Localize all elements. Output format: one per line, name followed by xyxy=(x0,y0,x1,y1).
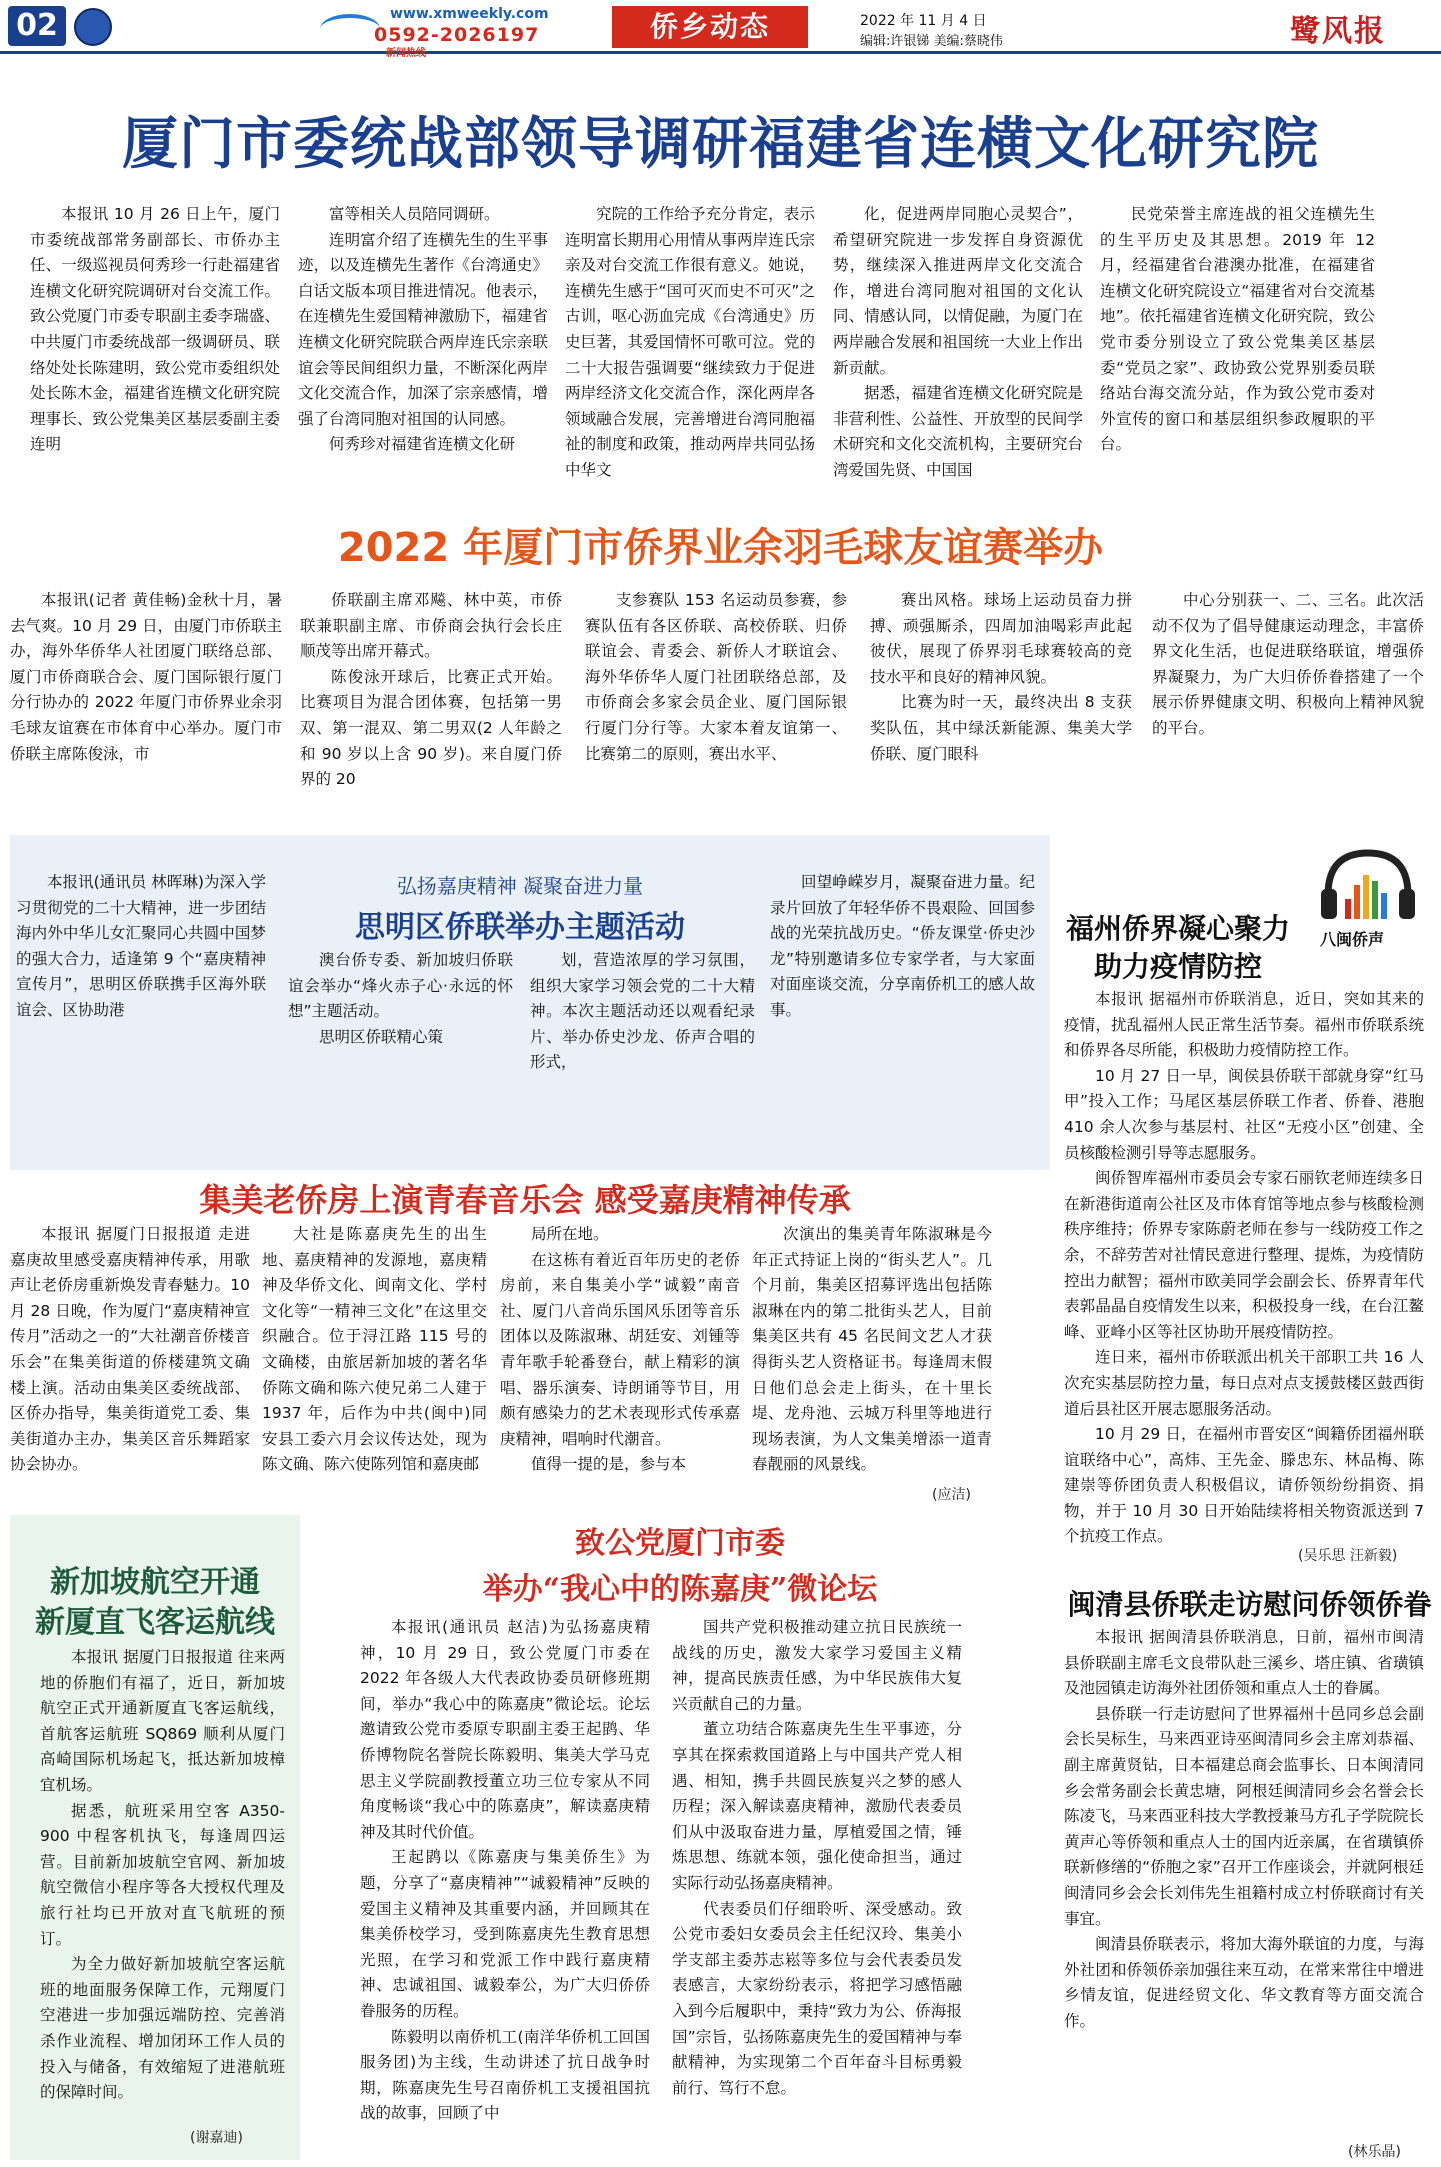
article2-headline: 2022 年厦门市侨界业余羽毛球友谊赛举办 xyxy=(337,525,1104,571)
hotline-label: 新闻热线 xyxy=(386,48,426,59)
article4-headline: 集美老侨房上演青春音乐会 感受嘉庚精神传承 xyxy=(199,1181,851,1219)
article2-col1: 本报讯(记者 黄佳畅)金秋十月，暑去气爽。10 月 29 日，由厦门市侨联主办，海外华侨华人社团厦门联络总部、厦门市侨商联合会、厦门国际银行厦门分行协办的 2022 年厦门市侨界业余羽毛球友谊赛在市体育中心举办。厦门市侨联主席陈俊泳，市 xyxy=(10,591,282,763)
page-number: 02 xyxy=(8,6,66,46)
article5-title1: 新加坡航空开通 xyxy=(50,1565,260,1600)
article4-byline: (应洁) xyxy=(932,1487,971,1503)
article6-col1: 本报讯(通讯员 赵洁)为弘扬嘉庚精神，10 月 29 日，致公党厦门市委在 2022 年各级人大代表政协委员研修班期间，举办“我心中的陈嘉庚”微论坛。论坛邀请致公党市委原专职副主委王起鹍、华侨博物院名誉院长陈毅明、集美大学马克思主义学院副教授董立功三位专家从不同角度畅谈“我心中的陈嘉庚”，解读嘉庚精神及其时代价值。 王起鹍以《陈嘉庚与集美侨生》为题，分享了“嘉庚精神”“诚毅精神”反映的爱国主义精神及其重要内涵，并回顾其在集美侨校学习，受到陈嘉庚先生教育思想光照，在学习和党派工作中践行嘉庚精神、忠诚祖国、诚毅奉公，为广大归侨侨眷服务的历程。 陈毅明以南侨机工(南洋华侨机工回国服务团)为主线，生动讲述了抗日战争时期，陈嘉庚先生号召南侨机工支援祖国抗战的故事，回顾了中 xyxy=(360,1618,650,2123)
article1-col5: 民党荣誉主席连战的祖父连横先生的生平历史及其思想。2019 年 12 月，经福建省台港澳办批准，在福建省连横文化研究院设立“福建省对台交流基地”。依托福建省连横文化研究院，致公党市委分别设立了致公党集美区基层委“党员之家”、政协致公党界别委员联络站台海交流分站，作为致公党市委对外宣传的窗口和基层组织参政履职的平台。 xyxy=(1100,205,1375,454)
article2-col4: 赛出风格。球场上运动员奋力拼搏、顽强厮杀，四周加油喝彩声此起彼伏，展现了侨界羽毛球赛较高的竞技水平和良好的精神风貌。 比赛为时一天，最终决出 8 支获奖队伍，其中绿沃新能源、集美大学侨联、厦门眼科 xyxy=(870,591,1132,763)
sidebar-tag: 八闽侨声 xyxy=(1320,930,1385,949)
article6-title2: 举办“我心中的陈嘉庚”微论坛 xyxy=(482,1572,878,1607)
article5-title2: 新厦直飞客运航线 xyxy=(35,1605,275,1640)
article6-title1: 致公党厦门市委 xyxy=(575,1526,785,1561)
sidebar-story1-title2: 助力疫情防控 xyxy=(1093,950,1262,983)
article2-col3: 支参赛队 153 名运动员参赛，参赛队伍有各区侨联、高校侨联、归侨联谊会、青委会、新侨人才联谊会、海外华侨华人厦门社团联络总部，及市侨商会多家会员企业、厦门国际银行厦门分行等。大家本着友谊第一、比赛第二的原则，赛出水平、 xyxy=(585,591,847,763)
sidebar-story2-byline: (林乐晶) xyxy=(1348,2144,1401,2160)
article4-col1: 本报讯 据厦门日报报道 走进嘉庚故里感受嘉庚精神传承，用歌声让老侨房重新焕发青春魅力。10 月 28 日晚，作为厦门“嘉庚精神宣传月”活动之一的“大社潮音侨楼音乐会”在集美街道的侨楼建筑文确楼上演。活动由集美区委统战部、区侨办指导，集美街道党工委、集美街道办主办，集美区音乐舞蹈家协会协办。 xyxy=(10,1225,250,1474)
article4-col4: 次演出的集美青年陈淑琳是今年正式持证上岗的“街头艺人”。几个月前，集美区招募评选出包括陈淑琳在内的第二批街头艺人，目前集美区共有 45 名民间文艺人才获得街头艺人资格证书。每逢周末假日他们总会走上街头，在十里长堤、龙舟池、云城万科里等地进行现场表演，为人文集美增添一道青春靓丽的风景线。 xyxy=(752,1225,992,1474)
article5-byline: (谢嘉迪) xyxy=(190,2130,243,2146)
article3-headline: 思明区侨联举办主题活动 xyxy=(355,910,685,945)
website-banner xyxy=(320,4,570,59)
sidebar-story1-title1: 福州侨界凝心聚力 xyxy=(1065,912,1290,945)
sidebar-story1-text: 本报讯 据福州市侨联消息，近日，突如其来的疫情，扰乱福州人民正常生活节奏。福州市侨联系统和侨界各尽所能，积极助力疫情防控工作。 10 月 27 日一早，闽侯县侨联干部就身穿“红马甲”投入工作；马尾区基层侨联工作者、侨眷、港胞 410 余人次参与基层村、社区“无疫小区”创建、全员核酸检测引导等志愿服务。 闽侨智库福州市委员会专家石丽钦老师连续多日在新港街道南公社区及市体育馆等地点参与核酸检测秩序维持；侨界专家陈蔚老师在参与一线防疫工作之余，不辞劳苦对社情民意进行整理、提炼，为疫情防控出力献智；福州市欧美同学会副会长、侨界青年代表郭晶晶自疫情发生以来，积极投身一线，在台江鳌峰、亚峰小区等社区协助开展疫情防控。 连日来，福州市侨联派出机关干部职工共 16 人次充实基层防控力量，每日点对点支援鼓楼区鼓西街道后县社区开展志愿服务活动。 10 月 29 日，在福州市晋安区“闽籍侨团福州联谊联络中心”，高炜、王先金、滕忠东、林品梅、陈建崇等侨团负责人积极倡议，请侨领纷纷捐资、捐物，并于 10 月 30 日开始陆续将相关物资派送到 7 个抗疫工作点。 xyxy=(1064,990,1424,1546)
article1-col2: 富等相关人员陪同调研。 连明富介绍了连横先生的生平事迹，以及连横先生著作《台湾通史》白话文版本项目推进情况。他表示，在连横先生爱国精神激励下，福建省连横文化研究院联合两岸连氏宗亲联谊会等民间组织力量，不断深化两岸文化交流合作，加深了宗亲感情，增强了台湾同胞对祖国的认同感。 何秀珍对福建省连横文化研 xyxy=(298,205,548,454)
website-url[interactable]: www.xmweekly.com xyxy=(390,6,549,22)
article1-col4: 化，促进两岸同胞心灵契合”，希望研究院进一步发挥自身资源优势，继续深入推进两岸文化交流合作，增进台湾同胞对祖国的文化认同、情感认同，以情促融，为厦门在两岸融合发展和祖国统一大业上作出新贡献。 据悉，福建省连横文化研究院是非营利性、公益性、开放型的民间学术研究和文化交流机构，主要研究台湾爱国先贤、中国国 xyxy=(833,205,1083,479)
article3-col4: 回望峥嵘岁月，凝聚奋进力量。纪录片回放了年轻华侨不畏艰险、回国参战的光荣抗战历史。“侨友课堂·侨史沙龙”特别邀请多位专家学者，与大家面对面座谈交流，分享南侨机工的感人故事。 xyxy=(770,873,1035,1019)
article2-col2: 侨联副主席邓飚、林中英，市侨联兼职副主席、市侨商会执行会长庄顺茂等出席开幕式。 陈俊泳开球后，比赛正式开始。比赛项目为混合团体赛，包括第一男双、第一混双、第二男双(2 人年龄之和 90 岁以上含 90 岁)。来自厦门侨界的 20 xyxy=(300,591,562,789)
article1-col3: 究院的工作给予充分肯定，表示连明富长期用心用情从事两岸连氏宗亲及对台交流工作很有意义。她说，连横先生感于“国可灭而史不可灭”之古训，呕心沥血完成《台湾通史》历史巨著，其爱国情怀可歌可泣。党的二十大报告强调要“继续致力于促进两岸经济文化交流合作，深化两岸各领域融合发展，完善增进台湾同胞福祉的制度和政策，推动两岸共同弘扬中华文 xyxy=(565,205,815,479)
hotline-phone: 0592-2026197 xyxy=(374,24,540,46)
article3-subtitle: 弘扬嘉庚精神 凝聚奋进力量 xyxy=(396,874,644,898)
article5-text: 本报讯 据厦门日报报道 往来两地的侨胞们有福了，近日，新加坡航空正式开通新厦直飞客运航线，首航客运航班 SQ869 顺利从厦门高崎国际机场起飞，抵达新加坡樟宜机场。 据悉，航班采用空客 A350-900 中程客机执飞，每逢周四运营。目前新加坡航空官网、新加坡航空微信小程序等各大授权代理及旅行社均已开放对直飞航班的预订。 为全力做好新加坡航空客运航班的地面服务保障工作，元翔厦门空港进一步加强远端防控、完善消杀作业流程、增加闭环工作人员的投入与储备，有效缩短了进港航班的保障时间。 xyxy=(40,1648,285,2102)
masthead xyxy=(0,0,1441,59)
article1-headline: 厦门市委统战部领导调研福建省连横文化研究院 xyxy=(122,111,1319,177)
section-title: 侨乡动态 xyxy=(612,6,808,48)
paper-logo: 鹭风报 xyxy=(1290,14,1386,49)
article2-col5: 中心分别获一、二、三名。此次活动不仅为了倡导健康运动理念，丰富侨界文化生活，也促进联络联谊，增强侨界凝聚力，为广大归侨侨眷搭建了一个展示侨界健康文明、积极向上精神风貌的平台。 xyxy=(1152,591,1424,737)
issue-date: 2022 年 11 月 4 日 xyxy=(860,13,987,29)
sidebar-baminqiaosheng xyxy=(1058,835,1441,2167)
sidebar-story1-byline: (吴乐思 汪新毅) xyxy=(1298,1548,1398,1564)
article6-col2: 国共产党积极推动建立抗日民族统一战线的历史，激发大家学习爱国主义精神，提高民族责任感，为中华民族伟大复兴贡献自己的力量。 董立功结合陈嘉庚先生生平事迹，分享其在探索救国道路上与中国共产党人相遇、相知，携手共圆民族复兴之梦的感人历程；深入解读嘉庚精神，激励代表委员们从中汲取奋进力量，厚植爱国之情，锤炼思想、练就本领，强化使命担当，通过实际行动弘扬嘉庚精神。 代表委员们仔细聆听、深受感动。致公党市委妇女委员会主任纪汉玲、集美小学支部主委苏志崧等多位与会代表委员发表感言，大家纷纷表示，将把学习感悟融入到今后履职中，秉持“致力为公、侨海报国”宗旨，弘扬陈嘉庚先生的爱国精神与奉献精神，为实现第二个百年奋斗目标勇毅前行、笃行不怠。 xyxy=(672,1618,962,2097)
sidebar-story2-title: 闽清县侨联走访慰问侨领侨眷 xyxy=(1067,1588,1432,1621)
article5-box xyxy=(10,1515,300,2160)
emblem-icon xyxy=(74,8,112,46)
article3-col1: 本报讯(通讯员 林晖琳)为深入学习贯彻党的二十大精神，进一步团结海内外中华儿女汇聚同心共圆中国梦的强大合力，适逢第 9 个“嘉庚精神宣传月”，思明区侨联携手区海外联谊会、区协助港 xyxy=(16,873,266,1019)
article1-col1: 本报讯 10 月 26 日上午，厦门市委统战部常务副部长、市侨办主任、一级巡视员何秀珍一行赴福建省连横文化研究院调研对台交流工作。致公党厦门市委专职副主委李瑞盛、中共厦门市委统战部一级调研员、联络处处长陈建明，致公党市委组织处处长陈木金，福建省连横文化研究院理事长、致公党集美区基层委副主委连明 xyxy=(30,205,280,454)
swoosh-icon xyxy=(320,14,380,44)
editor-credits: 编辑:许银锑 美编:蔡晓伟 xyxy=(860,34,1003,49)
article3-col2: 澳台侨专委、新加坡归侨联谊会举办“烽火赤子心·永远的怀想”主题活动。 思明区侨联精心策 xyxy=(288,951,513,1046)
sidebar-story2-text: 本报讯 据闽清县侨联消息，日前，福州市闽清县侨联副主席毛文良带队赴三溪乡、塔庄镇、省璜镇及池园镇走访海外社团侨领和重点人士的眷属。 县侨联一行走访慰问了世界福州十邑同乡总会副会长吴标生，马来西亚诗巫闽清同乡会主席刘恭福、副主席黄贤钻，日本福建总商会监事长、日本闽清同乡会常务副会长黄忠塘，阿根廷闽清同乡会名誉会长陈凌飞，马来西亚科技大学教授兼马方孔子学院院长黄声心等侨领和重点人士的国内近亲属，在省璜镇侨联新修缮的“侨胞之家”召开工作座谈会，并就阿根廷闽清同乡会会长刘伟先生祖籍村成立村侨联商讨有关事宜。 闽清县侨联表示，将加大海外联谊的力度，与海外社团和侨领侨亲加强往来互动，在常来常往中增进乡情友谊，促进经贸文化、华文教育等方面交流合作。 xyxy=(1064,1628,1424,2030)
article4-col3: 局所在地。 在这栋有着近百年历史的老侨房前，来自集美小学“诚毅”南音社、厦门八音尚乐国风乐团等音乐团体以及陈淑琳、胡廷安、刘锺等青年歌手轮番登台，献上精彩的演唱、器乐演奏、诗朗诵等节目，用颇有感染力的艺术表现形式传承嘉庚精神，唱响时代潮音。 值得一提的是，参与本 xyxy=(500,1225,740,1474)
article3-col3: 划，营造浓厚的学习氛围，组织大家学习领会党的二十大精神。本次主题活动还以观看纪录片、举办侨史沙龙、侨声合唱的形式， xyxy=(530,951,755,1072)
headphones-icon xyxy=(1313,845,1423,925)
article4-col2: 大社是陈嘉庚先生的出生地、嘉庚精神的发源地，嘉庚精神及华侨文化、闽南文化、学村文化等“一精神三文化”在这里交织融合。位于浔江路 115 号的文确楼，由旅居新加坡的著名华侨陈文确和陈六使兄弟二人建于 1937 年，后作为中共(闽中)同安县工委六月会议传达处，现为陈文确、陈六使陈列馆和嘉庚邮 xyxy=(262,1225,487,1474)
